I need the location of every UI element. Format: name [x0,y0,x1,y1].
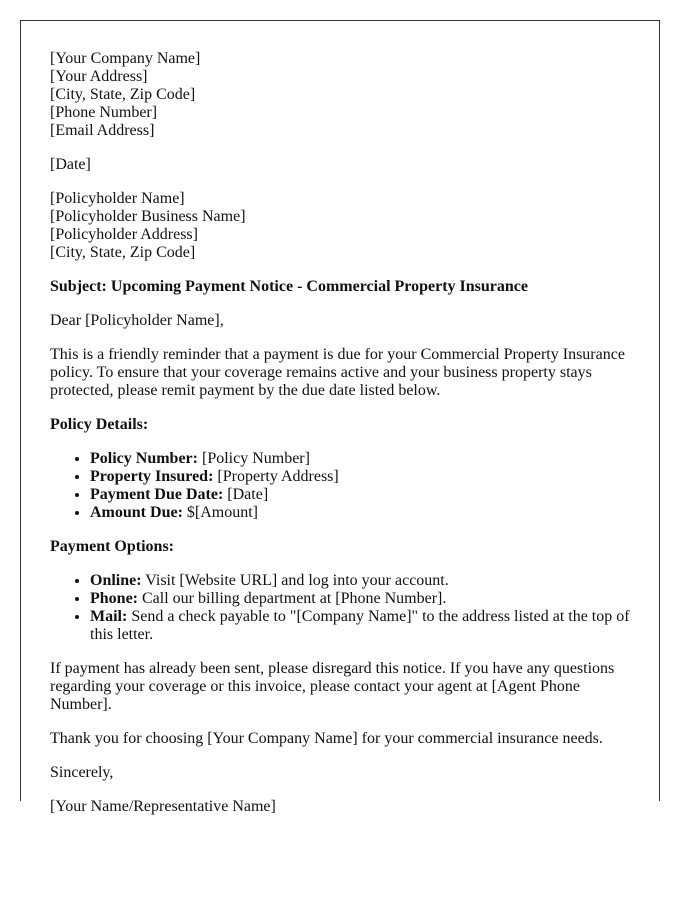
sender-city-state-zip: [City, State, Zip Code] [50,86,196,103]
payment-option-value: Visit [Website URL] and log into your account. [141,572,449,589]
policy-detail-value: [Property Address] [213,468,339,485]
policy-detail-value: [Policy Number] [197,450,310,467]
closing: Sincerely, [50,764,114,781]
policy-detail-label: Property Insured: [90,468,214,485]
recipient-address-block [50,190,640,262]
recipient-address: [Policyholder Address] [50,226,198,243]
policy-detail-label: Policy Number: [90,450,198,467]
recipient-city-state-zip: [City, State, Zip Code] [50,244,196,261]
policy-detail-value: $[Amount] [182,504,258,521]
payment-option-label: Phone: [90,590,138,607]
sender-company-name: [Your Company Name] [50,50,201,67]
policy-details-list [50,450,640,522]
payment-options-heading: Payment Options: [50,538,174,555]
signature-name: [Your Name/Representative Name] [50,798,276,815]
policy-detail-item [90,504,640,522]
payment-options-list [50,572,640,644]
payment-option-label: Mail: [90,608,128,625]
payment-option-value: Send a check payable to "[Company Name]" to the address listed at the top of this letter. [90,608,630,643]
letter-content [50,50,640,832]
letter-page [20,20,660,815]
payment-option-value: Call our billing department at [Phone Number]. [138,590,447,607]
policy-detail-item [90,468,640,486]
sender-phone: [Phone Number] [50,104,158,121]
salutation: Dear [Policyholder Name], [50,312,224,329]
payment-option-item [90,590,640,608]
recipient-name: [Policyholder Name] [50,190,185,207]
letter-date: [Date] [50,156,91,173]
payment-option-label: Online: [90,572,142,589]
sender-email: [Email Address] [50,122,155,139]
subject-line: Subject: Upcoming Payment Notice - Commercial Property Insurance [50,278,528,295]
intro-paragraph: This is a friendly reminder that a payment is due for your Commercial Property Insurance policy. To ensure that your coverage remains active and your business property stays protected, please remit payment by the due date listed below. [50,346,625,399]
policy-detail-label: Payment Due Date: [90,486,224,503]
recipient-business-name: [Policyholder Business Name] [50,208,246,225]
disregard-paragraph: If payment has already been sent, please disregard this notice. If you have any questions regarding your coverage or this invoice, please contact your agent at [Agent Phone Number]. [50,660,615,713]
sender-address: [Your Address] [50,68,148,85]
payment-option-item [90,608,640,644]
policy-detail-label: Amount Due: [90,504,183,521]
sender-address-block [50,50,640,140]
payment-option-item [90,572,640,590]
policy-detail-item [90,486,640,504]
thanks-paragraph: Thank you for choosing [Your Company Name] for your commercial insurance needs. [50,730,603,747]
policy-detail-value: [Date] [223,486,269,503]
policy-detail-item [90,450,640,468]
policy-details-heading: Policy Details: [50,416,149,433]
